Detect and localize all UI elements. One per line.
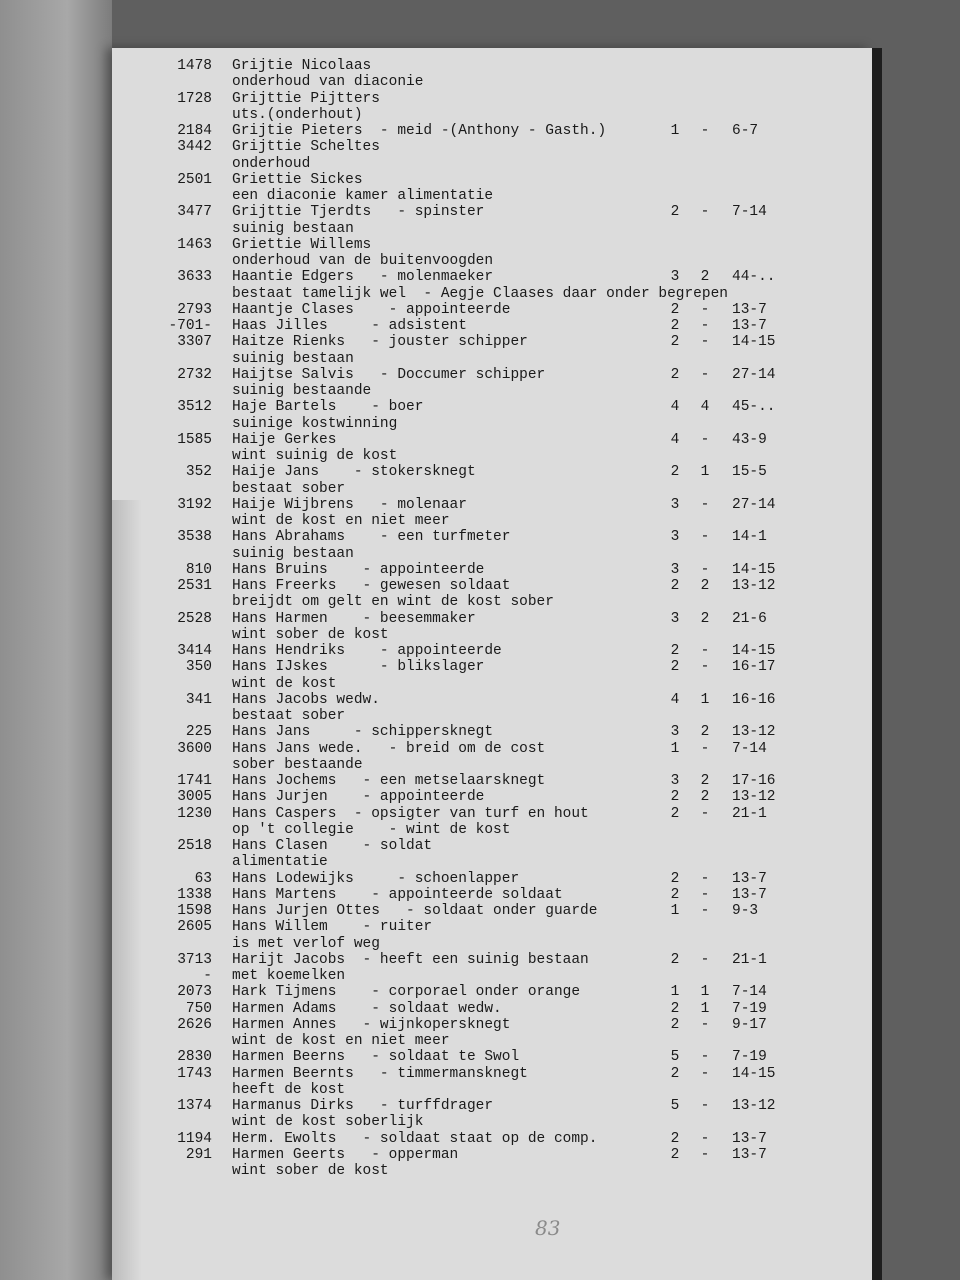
entry-count-1: 1	[670, 903, 680, 919]
entry-text: bestaat tamelijk wel - Aegje Claases daar onder begrepen	[232, 285, 728, 302]
entry-text: onderhoud van diaconie	[232, 74, 424, 91]
entry-number: 3633	[177, 269, 212, 286]
entry-text: wint de kost	[232, 675, 337, 692]
entry-text: Hans Abrahams - een turfmeter	[232, 529, 511, 546]
entry-count-2: -	[700, 1049, 710, 1066]
entry-number: 3442	[177, 139, 212, 156]
entry-number: 2605	[177, 919, 212, 936]
entry-text: Harmen Geerts - opperman	[232, 1146, 459, 1163]
entry-count-1: 2	[670, 1000, 680, 1017]
entry-amount: 14-15	[732, 334, 776, 351]
entry-amount: 7-14	[732, 984, 767, 1001]
entry-count-1: 2	[670, 886, 680, 903]
entry-text: sober bestaande	[232, 756, 363, 773]
page-number: 83	[535, 1216, 561, 1240]
entry-amount: 44-..	[732, 269, 776, 286]
entry-text: Haije Wijbrens - molenaar	[232, 496, 467, 513]
entry-text: een diaconie kamer alimentatie	[232, 188, 494, 204]
entry-amount: 17-16	[732, 773, 776, 789]
entry-text: Haije Gerkes	[232, 431, 337, 448]
entry-amount: 7-19	[732, 1000, 767, 1017]
entry-amount: 13-12	[732, 578, 776, 594]
entry-text: Haitze Rienks - jouster schipper	[232, 334, 528, 351]
entry-text: alimentatie	[232, 854, 328, 871]
book-cover-edge	[872, 48, 882, 1280]
entry-amount: 9-3	[732, 903, 759, 919]
entry-number: 2518	[177, 838, 212, 854]
entry-count-1: 2	[670, 1130, 680, 1147]
entry-text: Haje Bartels - boer	[232, 399, 424, 416]
entry-text: onderhoud van de buitenvoogden	[232, 253, 494, 269]
entry-text: Haijtse Salvis - Doccumer schipper	[232, 366, 546, 383]
entry-text: Haantie Edgers - molenmaeker	[232, 269, 494, 286]
entry-count-2: -	[700, 1065, 710, 1082]
entry-text: is met verlof weg	[232, 935, 380, 952]
entry-count-1: 1	[670, 984, 680, 1001]
entry-text: Hans Freerks - gewesen soldaat	[232, 578, 511, 594]
entry-number: 2830	[177, 1049, 212, 1066]
entry-count-1: 2	[670, 366, 680, 383]
entry-text: Hark Tijmens - corporael onder orange	[232, 984, 581, 1001]
entry-number: 1338	[177, 886, 212, 903]
entry-count-2: -	[700, 886, 710, 903]
entry-number: 3512	[177, 399, 212, 416]
entry-text: Harmen Beerns - soldaat te Swol	[232, 1049, 520, 1066]
entry-text: met koemelken	[232, 968, 346, 984]
entry-text: Hans Caspers - opsigter van turf en hout	[232, 805, 589, 822]
entry-number: 350	[185, 659, 212, 676]
entry-count-1: 2	[670, 578, 680, 594]
entry-number: 1743	[177, 1065, 212, 1082]
entry-text: Hans Jurjen Ottes - soldaat onder guarde	[232, 903, 598, 919]
entry-text: Hans IJskes - blikslager	[232, 659, 485, 676]
entry-amount: 21-1	[732, 805, 767, 822]
entry-number: 750	[185, 1000, 212, 1017]
entry-count-1: 1	[670, 740, 680, 757]
entry-text: suinig bestaan	[232, 220, 354, 237]
entry-count-1: 3	[670, 561, 680, 578]
entry-number: 291	[185, 1146, 212, 1163]
entry-text: Hans Jans wede. - breid om de cost	[232, 740, 546, 757]
entry-amount: 43-9	[732, 431, 767, 448]
entry-count-1: 4	[670, 431, 680, 448]
entry-amount: 14-15	[732, 1065, 776, 1082]
entry-text: Harmanus Dirks - turffdrager	[232, 1098, 494, 1114]
entry-count-2: 1	[700, 984, 710, 1001]
entry-count-1: 1	[670, 123, 680, 139]
entry-count-1: 3	[670, 496, 680, 513]
entry-count-2: -	[700, 1098, 710, 1114]
entry-amount: 45-..	[732, 399, 776, 416]
entry-number: 352	[185, 464, 212, 481]
entry-count-1: 3	[670, 773, 680, 789]
entry-text: wint de kost en niet meer	[232, 513, 450, 529]
entry-text: Hans Clasen - soldat	[232, 838, 433, 854]
entry-number: 1728	[177, 90, 212, 107]
entry-text: suinige kostwinning	[232, 415, 398, 432]
entry-count-2: 4	[700, 399, 710, 416]
entry-text: Herm. Ewolts - soldaat staat op de comp.	[232, 1130, 598, 1147]
entry-text: Grijttie Scheltes	[232, 139, 380, 156]
entry-amount: 7-19	[732, 1049, 767, 1066]
entry-count-2: -	[700, 496, 710, 513]
entry-text: breijdt om gelt en wint de kost sober	[232, 594, 554, 611]
entry-number: 1478	[177, 58, 212, 74]
entry-count-1: 2	[670, 464, 680, 481]
entry-amount: 15-5	[732, 464, 767, 481]
entry-number: -	[203, 968, 212, 984]
entry-text: Hans Jans - schippersknegt	[232, 724, 494, 741]
entry-count-2: 1	[700, 1000, 710, 1017]
entry-amount: 21-6	[732, 610, 767, 627]
entry-text: Harmen Beernts - timmermansknegt	[232, 1065, 528, 1082]
entry-number: 63	[194, 870, 212, 887]
entry-number: 1585	[177, 431, 212, 448]
entry-text: Hans Lodewijks - schoenlapper	[232, 870, 520, 887]
entry-text: Grijttie Tjerdts - spinster	[232, 204, 485, 221]
entry-text: Haije Jans - stokersknegt	[232, 464, 476, 481]
entry-amount: 13-12	[732, 789, 776, 806]
entry-amount: 13-12	[732, 1098, 776, 1114]
entry-text: Griettie Sickes	[232, 171, 363, 188]
entry-count-1: 2	[670, 1016, 680, 1033]
entry-count-1: 3	[670, 724, 680, 741]
entry-number: 3538	[177, 529, 212, 546]
entry-count-2: -	[700, 318, 710, 334]
entry-count-1: 5	[670, 1098, 680, 1114]
left-page-edge	[0, 0, 112, 1280]
entry-text: onderhoud	[232, 155, 311, 172]
entry-amount: 13-12	[732, 724, 776, 741]
entry-text: Griettie Willems	[232, 236, 372, 253]
entry-text: Harijt Jacobs - heeft een suinig bestaan	[232, 951, 589, 968]
entry-count-2: -	[700, 529, 710, 546]
entry-text: wint sober de kost	[232, 626, 389, 643]
entry-count-1: 3	[670, 529, 680, 546]
entry-count-1: 2	[670, 318, 680, 334]
entry-text: heeft de kost	[232, 1081, 346, 1098]
entry-count-2: -	[700, 1130, 710, 1147]
entry-number: 3713	[177, 951, 212, 968]
entry-number: 225	[185, 724, 212, 741]
entry-count-2: -	[700, 366, 710, 383]
entry-count-1: 2	[670, 659, 680, 676]
entry-text: op 't collegie - wint de kost	[232, 821, 511, 838]
entry-amount: 14-1	[732, 529, 767, 546]
entry-count-2: -	[700, 301, 710, 318]
entry-count-2: -	[700, 1146, 710, 1163]
entry-amount: 16-16	[732, 691, 776, 708]
entry-count-1: 2	[670, 951, 680, 968]
entry-count-2: 2	[700, 789, 710, 806]
entry-count-2: 2	[700, 610, 710, 627]
entry-count-2: -	[700, 903, 710, 919]
entry-text: Hans Bruins - appointeerde	[232, 561, 485, 578]
entry-count-2: -	[700, 643, 710, 659]
entry-count-1: 4	[670, 691, 680, 708]
entry-count-2: 1	[700, 691, 710, 708]
entry-count-2: -	[700, 204, 710, 221]
entry-count-1: 2	[670, 805, 680, 822]
entry-text: Hans Hendriks - appointeerde	[232, 643, 502, 659]
entry-number: 2501	[177, 171, 212, 188]
entry-amount: 16-17	[732, 659, 776, 676]
entry-count-2: 1	[700, 464, 710, 481]
entry-amount: 27-14	[732, 496, 776, 513]
entry-number: 2531	[177, 578, 212, 594]
entry-amount: 13-7	[732, 301, 767, 318]
entry-text: wint suinig de kost	[232, 448, 398, 464]
entry-amount: 6-7	[732, 123, 759, 139]
entry-number: 3005	[177, 789, 212, 806]
entry-amount: 7-14	[732, 740, 767, 757]
entry-count-2: 2	[700, 269, 710, 286]
entry-count-2: -	[700, 431, 710, 448]
entry-text: Grijttie Pijtters	[232, 90, 380, 107]
entry-count-2: -	[700, 1016, 710, 1033]
entry-amount: 13-7	[732, 1130, 767, 1147]
entry-number: 1598	[177, 903, 212, 919]
entry-number: 1374	[177, 1098, 212, 1114]
entry-text: Harmen Annes - wijnkopersknegt	[232, 1016, 511, 1033]
entry-count-2: -	[700, 951, 710, 968]
entry-number: 341	[185, 691, 212, 708]
entry-amount: 13-7	[732, 1146, 767, 1163]
entry-number: 3414	[177, 643, 212, 659]
entry-text: Haas Jilles - adsistent	[232, 318, 467, 334]
entry-text: Hans Martens - appointeerde soldaat	[232, 886, 563, 903]
entry-number: 2793	[177, 301, 212, 318]
entry-count-1: 5	[670, 1049, 680, 1066]
entry-count-2: -	[700, 334, 710, 351]
entry-count-2: 2	[700, 578, 710, 594]
entry-number: 1463	[177, 236, 212, 253]
entry-count-1: 2	[670, 204, 680, 221]
entry-number: 3477	[177, 204, 212, 221]
entry-amount: 13-7	[732, 886, 767, 903]
entry-count-1: 4	[670, 399, 680, 416]
entry-count-2: -	[700, 870, 710, 887]
entry-text: Grijtie Nicolaas	[232, 58, 372, 74]
entry-amount: 27-14	[732, 366, 776, 383]
entry-amount: 9-17	[732, 1016, 767, 1033]
entry-count-1: 2	[670, 334, 680, 351]
entry-count-1: 2	[670, 870, 680, 887]
entry-text: Hans Willem - ruiter	[232, 919, 433, 936]
entry-number: 2528	[177, 610, 212, 627]
entry-text: suinig bestaande	[232, 383, 372, 399]
entry-count-1: 2	[670, 301, 680, 318]
entry-number: 2184	[177, 123, 212, 139]
entry-number: 3600	[177, 740, 212, 757]
entry-text: Haantje Clases - appointeerde	[232, 301, 511, 318]
entry-number: 3307	[177, 334, 212, 351]
entry-number: 810	[185, 561, 212, 578]
entry-count-1: 2	[670, 789, 680, 806]
entry-amount: 14-15	[732, 643, 776, 659]
entry-text: suinig bestaan	[232, 545, 354, 562]
entry-count-2: 2	[700, 724, 710, 741]
entry-text: Harmen Adams - soldaat wedw.	[232, 1000, 502, 1017]
entry-count-2: -	[700, 805, 710, 822]
entry-count-2: 2	[700, 773, 710, 789]
entry-number: 2626	[177, 1016, 212, 1033]
entry-number: 1230	[177, 805, 212, 822]
entry-text: Hans Jochems - een metselaarsknegt	[232, 773, 546, 789]
entry-amount: 14-15	[732, 561, 776, 578]
entry-text: wint sober de kost	[232, 1163, 389, 1179]
entry-text: bestaat sober	[232, 480, 346, 497]
entry-amount: 13-7	[732, 870, 767, 887]
entry-number: 1194	[177, 1130, 212, 1147]
entry-text: Hans Jacobs wedw.	[232, 691, 380, 708]
entry-number: -701-	[168, 318, 212, 334]
entry-text: bestaat sober	[232, 708, 346, 724]
entry-text: wint de kost en niet meer	[232, 1033, 450, 1049]
entry-count-1: 3	[670, 610, 680, 627]
entry-count-2: -	[700, 659, 710, 676]
entry-count-2: -	[700, 740, 710, 757]
entry-count-1: 2	[670, 1065, 680, 1082]
entry-text: Hans Jurjen - appointeerde	[232, 789, 485, 806]
page-shadow	[112, 500, 142, 1280]
entry-number: 2732	[177, 366, 212, 383]
entry-count-1: 3	[670, 269, 680, 286]
entry-amount: 13-7	[732, 318, 767, 334]
entry-count-2: -	[700, 561, 710, 578]
entry-number: 3192	[177, 496, 212, 513]
entry-amount: 7-14	[732, 204, 767, 221]
entry-text: Hans Harmen - beesemmaker	[232, 610, 476, 627]
entry-amount: 21-1	[732, 951, 767, 968]
entry-number: 2073	[177, 984, 212, 1001]
entry-text: uts.(onderhout)	[232, 106, 363, 123]
entry-number: 1741	[177, 773, 212, 789]
entry-text: Grijtie Pieters - meid -(Anthony - Gasth.)	[232, 123, 607, 139]
entry-count-2: -	[700, 123, 710, 139]
entry-text: suinig bestaan	[232, 350, 354, 367]
entry-count-1: 2	[670, 643, 680, 659]
entry-text: wint de kost soberlijk	[232, 1114, 424, 1131]
entry-count-1: 2	[670, 1146, 680, 1163]
